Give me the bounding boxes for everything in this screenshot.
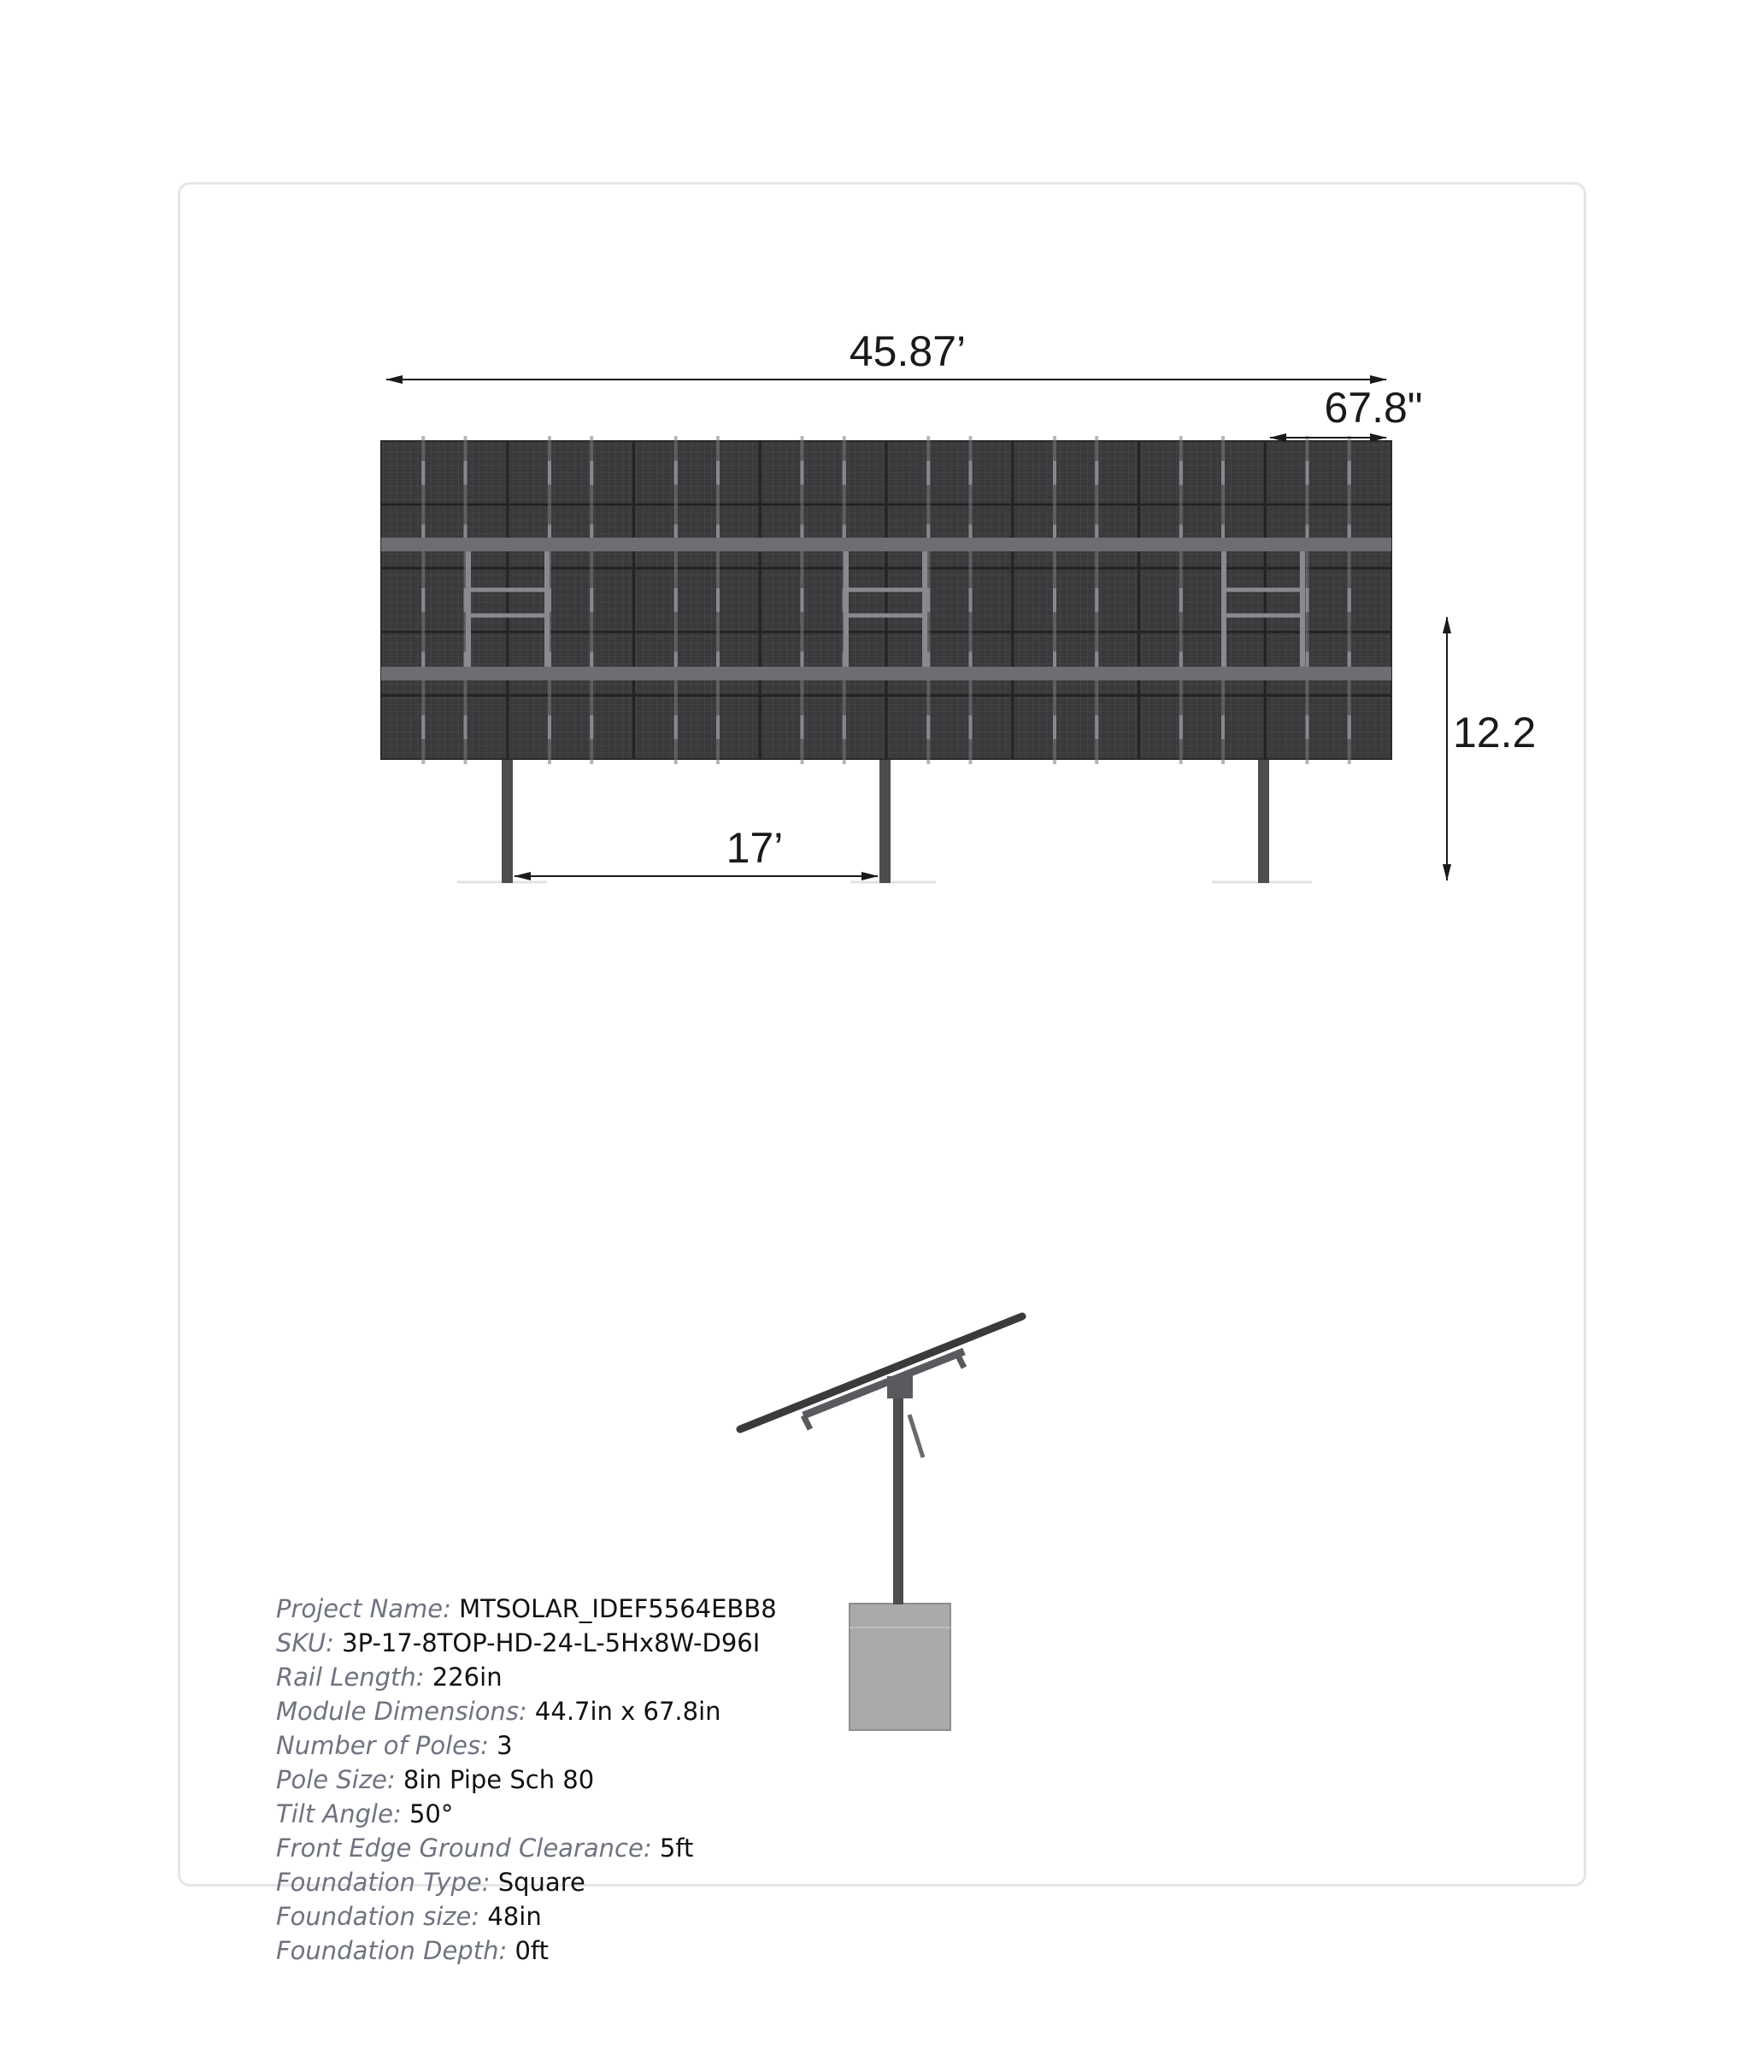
spec-label: Foundation size: [276, 1902, 480, 1931]
side-elevation [740, 1316, 1022, 1730]
pole-spacing-label: 17’ [726, 824, 784, 872]
spec-value: Square [497, 1868, 585, 1897]
spec-foundation-size [276, 1899, 777, 1934]
dimension-pole-spacing [514, 824, 878, 876]
side-pole [893, 1389, 903, 1604]
spec-value: 48in [487, 1902, 542, 1931]
spec-value: 3P-17-8TOP-HD-24-L-5Hx8W-D96I [342, 1628, 761, 1657]
spec-value: MTSOLAR_IDEF5564EBB8 [459, 1594, 777, 1623]
spec-module-dimensions [276, 1694, 777, 1728]
module-frame-line [969, 436, 973, 764]
spec-foundation-depth [276, 1934, 777, 1968]
spec-number-of-poles [276, 1728, 777, 1763]
tilted-module [740, 1316, 1022, 1429]
foundation-block [850, 1604, 950, 1730]
spec-value: 50° [409, 1799, 454, 1828]
spec-value: 44.7in x 67.8in [534, 1697, 721, 1726]
spec-label: Number of Poles: [276, 1731, 489, 1760]
dimension-overall-width [386, 327, 1386, 380]
module-frame-line [1348, 436, 1351, 764]
module-frame-line [1306, 436, 1309, 764]
spec-label: Front Edge Ground Clearance: [276, 1834, 652, 1863]
spec-value: 0ft [514, 1936, 549, 1965]
module-width-label: 67.8" [1324, 384, 1423, 432]
dimension-module-width [1270, 384, 1423, 438]
spec-value: 8in Pipe Sch 80 [403, 1765, 595, 1794]
module-frame-line [1053, 436, 1056, 764]
spec-foundation-type [276, 1865, 777, 1899]
spec-ground-clearance [276, 1831, 777, 1865]
module-frame-line [590, 436, 593, 764]
panel-array [381, 436, 1391, 764]
spec-label: Pole Size: [276, 1765, 396, 1794]
spec-label: Project Name: [276, 1594, 451, 1623]
spec-tilt-angle [276, 1797, 777, 1831]
module-frame-line [1095, 436, 1098, 764]
module-frame-line [801, 436, 804, 764]
spec-label: SKU: [276, 1628, 334, 1657]
module-frame-line [1179, 436, 1183, 764]
spec-pole-size [276, 1763, 777, 1797]
spec-sku [276, 1626, 777, 1660]
spec-list [276, 1592, 777, 1968]
dimension-height [1447, 617, 1536, 880]
spec-value: 3 [497, 1731, 513, 1760]
spec-value: 5ft [659, 1834, 694, 1863]
spec-value: 226in [432, 1663, 503, 1692]
module-frame-line [716, 436, 720, 764]
module-frame-line [421, 436, 425, 764]
front-elevation [381, 327, 1536, 883]
spec-label: Rail Length: [276, 1663, 425, 1692]
spec-project-name [276, 1592, 777, 1626]
module-frame-line [674, 436, 678, 764]
overall-width-label: 45.87’ [849, 327, 967, 375]
spec-label: Module Dimensions: [276, 1697, 527, 1726]
spec-label: Tilt Angle: [276, 1799, 402, 1828]
spec-label: Foundation Depth: [276, 1936, 508, 1965]
spec-rail-length [276, 1660, 777, 1694]
spec-label: Foundation Type: [276, 1868, 491, 1897]
height-label: 12.2 [1453, 709, 1537, 756]
